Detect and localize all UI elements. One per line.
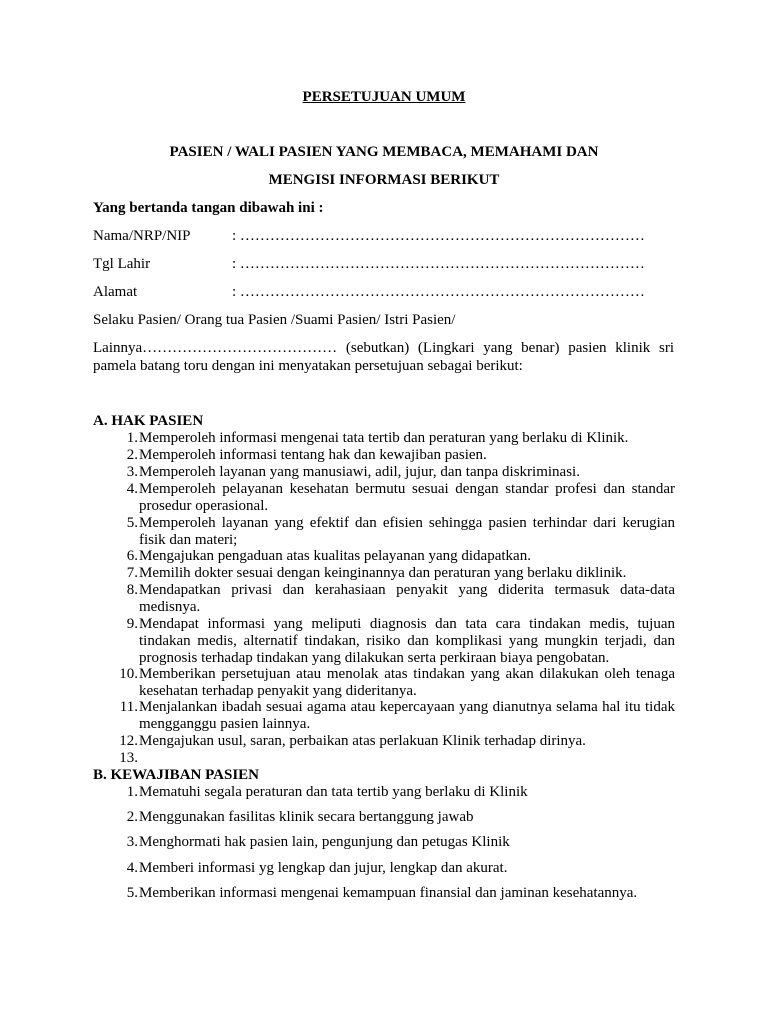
item-number: 4. — [126, 481, 138, 497]
item-text: Memperoleh informasi mengenai tata tertib dan peraturan yang berlaku di Klinik. — [139, 430, 629, 446]
item-number: 6. — [126, 548, 138, 564]
section-b-heading: B. KEWAJIBAN PASIEN — [93, 767, 260, 783]
subtitle-line-2: MENGISI INFORMASI BERIKUT — [268, 172, 500, 188]
rights-item — [113, 733, 675, 750]
item-text: Mematuhi segala peraturan dan tata tertib yang berlaku di Klinik — [139, 784, 528, 800]
item-number: 13. — [119, 750, 138, 766]
subtitle-line-1: PASIEN / WALI PASIEN YANG MEMBACA, MEMAHAMI DAN — [169, 144, 599, 160]
section-a-heading: A. HAK PASIEN — [93, 413, 204, 429]
obligations-item — [113, 834, 675, 851]
rights-item — [113, 565, 675, 582]
field-blank-name: : ……………………………………………………………………… — [232, 228, 645, 244]
rights-item — [113, 666, 675, 700]
item-number: 10. — [119, 666, 138, 682]
item-number: 2. — [126, 809, 138, 825]
item-text: Memperoleh informasi tentang hak dan kewajiban pasien. — [139, 447, 487, 463]
item-number: 12. — [119, 733, 138, 749]
item-text: Memberi informasi yg lengkap dan jujur, lengkap dan akurat. — [139, 860, 508, 876]
item-text: Memperoleh layanan yang manusiawi, adil, jujur, dan tanpa diskriminasi. — [139, 464, 580, 480]
document-title: PERSETUJUAN UMUM — [302, 89, 466, 105]
item-number: 8. — [126, 582, 138, 598]
rights-item — [113, 582, 675, 616]
item-text: Memilih dokter sesuai dengan keinginannya dan peraturan yang berlaku diklinik. — [139, 565, 627, 581]
item-number: 1. — [126, 784, 138, 800]
rights-item — [113, 699, 675, 733]
statement-line-2: pamela batang toru dengan ini menyatakan persetujuan sebagai berikut: — [93, 358, 523, 374]
item-number: 3. — [126, 464, 138, 480]
item-text: Memperoleh layanan yang efektif dan efisien sehingga pasien terhindar dari kerugian fisik dan materi; — [139, 515, 675, 548]
item-number: 5. — [126, 515, 138, 531]
rights-item — [113, 481, 675, 515]
item-text: Mendapat informasi yang meliputi diagnosis dan tata cara tindakan medis, tujuan tindakan medis, alternatif tindakan, risiko dan komplikasi yang mungkin terjadi, dan prognosis terhadap tindakan yang dilakukan serta perkiraan biaya pengobatan. — [139, 616, 675, 666]
item-number: 1. — [126, 430, 138, 446]
rights-item — [113, 430, 675, 447]
item-number: 11. — [119, 699, 138, 715]
rights-item — [113, 515, 675, 549]
item-number: 3. — [126, 834, 138, 850]
item-text: Memperoleh pelayanan kesehatan bermutu sesuai dengan standar profesi dan standar prosedur operasional. — [139, 481, 675, 514]
statement-line-1: Lainnya………………………………… (sebutkan) (Lingkari yang benar) pasien klinik sri — [93, 340, 674, 356]
obligations-item — [113, 809, 675, 826]
item-text: Memberikan informasi mengenai kemampuan finansial dan jaminan kesehatannya. — [139, 885, 638, 901]
item-text: Mengajukan usul, saran, perbaikan atas perlakuan Klinik terhadap dirinya. — [139, 733, 586, 749]
rights-item — [113, 464, 675, 481]
rights-item — [113, 548, 675, 565]
field-label-address: Alamat — [93, 284, 138, 300]
item-text: Menjalankan ibadah sesuai agama atau kepercayaan yang dianutnya selama hal itu tidak mengganggu pasien lainnya. — [139, 699, 675, 732]
item-text: Menghormati hak pasien lain, pengunjung dan petugas Klinik — [139, 834, 510, 850]
item-number: 5. — [126, 885, 138, 901]
field-label-birthdate: Tgl Lahir — [93, 256, 151, 272]
item-text: Mengajukan pengaduan atas kualitas pelayanan yang didapatkan. — [139, 548, 531, 564]
field-blank-address: : ……………………………………………………………………… — [232, 284, 645, 300]
rights-item — [113, 616, 675, 666]
intro-text: Yang bertanda tangan dibawah ini : — [93, 200, 324, 216]
item-number: 9. — [126, 616, 138, 632]
item-text: Memberikan persetujuan atau menolak atas tindakan yang akan dilakukan oleh tenaga kesehatan terhadap penyakit yang dideritanya. — [139, 666, 675, 699]
obligations-item — [113, 784, 675, 801]
obligations-item — [113, 885, 675, 902]
relation-line: Selaku Pasien/ Orang tua Pasien /Suami Pasien/ Istri Pasien/ — [93, 312, 456, 328]
rights-item — [113, 447, 675, 464]
field-label-name: Nama/NRP/NIP — [93, 228, 191, 244]
field-blank-birthdate: : ……………………………………………………………………… — [232, 256, 645, 272]
item-number: 7. — [126, 565, 138, 581]
item-text: Mendapatkan privasi dan kerahasiaan penyakit yang diderita termasuk data-data medisnya. — [139, 582, 675, 615]
item-text: Menggunakan fasilitas klinik secara bertanggung jawab — [139, 809, 474, 825]
item-number: 4. — [126, 860, 138, 876]
item-number: 2. — [126, 447, 138, 463]
obligations-item — [113, 860, 675, 877]
